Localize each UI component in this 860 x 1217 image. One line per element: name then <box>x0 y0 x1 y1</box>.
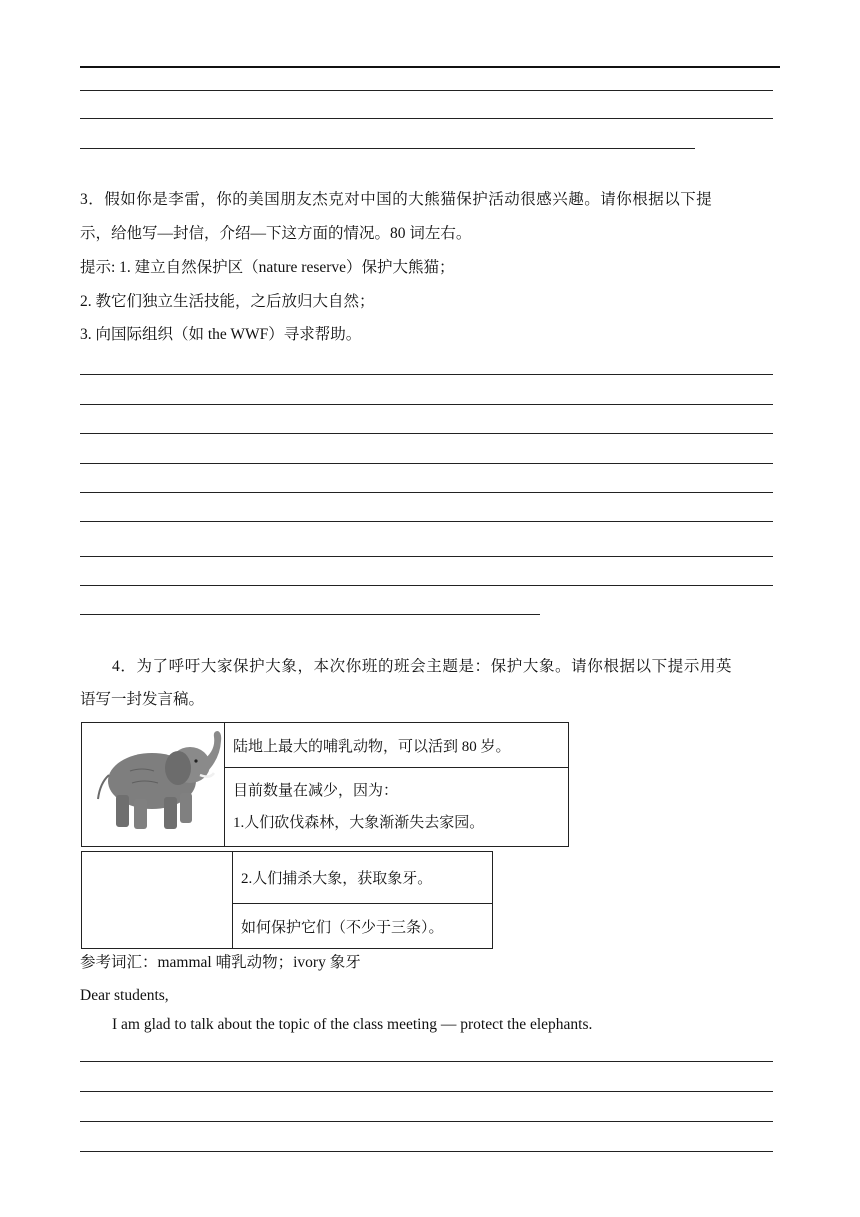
fact-4-text: 如何保护它们（不少于三条）。 <box>241 919 444 936</box>
info-table-bottom <box>81 851 493 949</box>
empty-cell <box>82 852 233 949</box>
info-table-top <box>81 722 569 847</box>
answer-line <box>80 1061 773 1062</box>
answer-line <box>80 374 773 375</box>
q3-prompt-line1: 3．假如你是李雷，你的美国朋友杰克对中国的大熊猫保护活动很感兴趣。请你根据以下提 <box>80 191 713 208</box>
answer-line <box>80 433 773 434</box>
vocab-note: 参考词汇：mammal 哺乳动物；ivory 象牙 <box>80 954 361 971</box>
q3-prompt-line2: 示，给他写—封信，介绍—下这方面的情况。80 词左右。 <box>80 225 472 242</box>
answer-line <box>80 463 773 464</box>
table-cell-fact-4 <box>233 904 493 949</box>
answer-line <box>80 556 773 557</box>
fact-2-line-b: 1.人们砍伐森林，大象渐渐失去家园。 <box>233 815 485 831</box>
answer-line <box>80 1091 773 1092</box>
answer-line <box>80 66 780 68</box>
elephant-image-cell <box>82 723 225 847</box>
fact-2-line-a: 目前数量在减少，因为： <box>233 783 399 799</box>
fact-1-text: 陆地上最大的哺乳动物，可以活到 80 岁。 <box>233 738 511 755</box>
greeting: Dear students, <box>80 987 169 1004</box>
q3-hint-2: 2. 教它们独立生活技能，之后放归大自然； <box>80 293 375 310</box>
answer-line <box>80 521 773 522</box>
answer-line <box>80 118 773 119</box>
table-cell-fact-3 <box>233 852 493 904</box>
answer-line <box>80 1121 773 1122</box>
answer-line <box>80 148 695 149</box>
q3-hint-3: 3. 向国际组织（如 the WWF）寻求帮助。 <box>80 326 362 343</box>
q4-prompt-line1: 4．为了呼吁大家保护大象，本次你班的班会主题是：保护大象。请你根据以下提示用英 <box>112 658 733 675</box>
table-cell-fact-2 <box>225 768 569 847</box>
elephant-icon <box>82 723 224 841</box>
table-cell-fact-1 <box>225 723 569 768</box>
answer-line <box>80 585 773 586</box>
fact-3-text: 2.人们捕杀大象，获取象牙。 <box>241 871 433 887</box>
answer-line <box>80 404 773 405</box>
opening-sentence: I am glad to talk about the topic of the class meeting — protect the elephants. <box>112 1016 593 1033</box>
answer-line <box>80 1151 773 1152</box>
answer-line <box>80 492 773 493</box>
answer-line <box>80 614 540 615</box>
answer-line <box>80 90 773 91</box>
q4-prompt-line2: 语写一封发言稿。 <box>80 691 205 708</box>
q3-hint-1: 提示: 1. 建立自然保护区（nature reserve）保护大熊猫； <box>80 259 455 276</box>
